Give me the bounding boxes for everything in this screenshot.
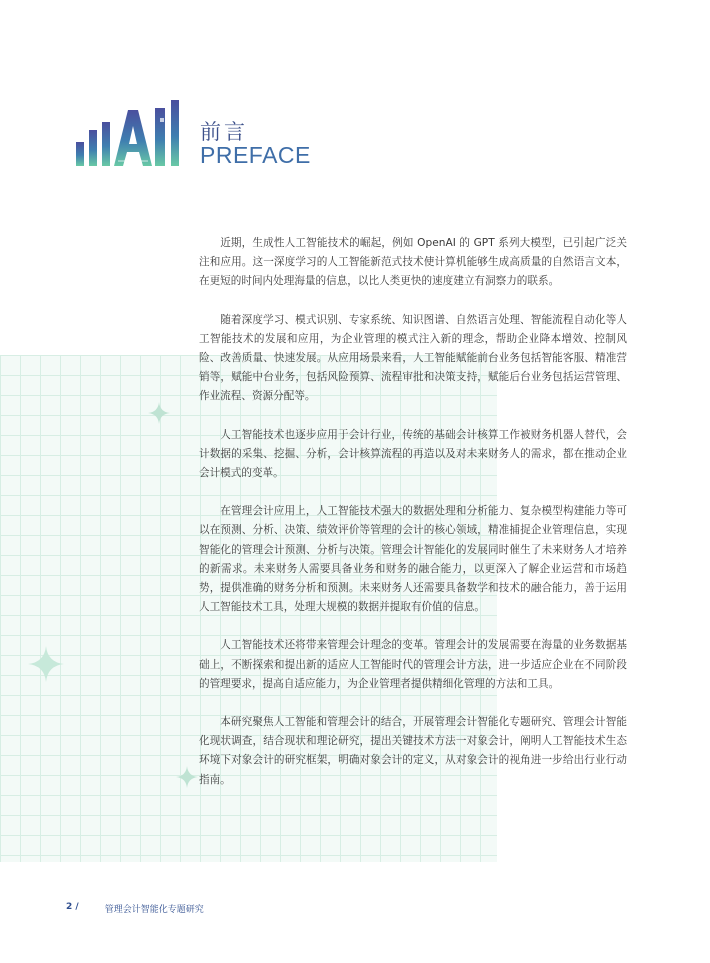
page-number: 2 / <box>66 902 79 912</box>
paragraph-5: 人工智能技术还将带来管理会计理念的变革。管理会计的发展需要在海量的业务数据基础上，不断探索和提出新的适应人工智能时代的管理会计方法，进一步适应企业在不同阶段的管理要求，提高自适应能力，为企业管理者提供精细化管理的方法和工具。 <box>199 639 627 690</box>
preface-body <box>199 234 627 809</box>
page-footer <box>66 902 204 915</box>
paragraph-1: 近期，生成性人工智能技术的崛起，例如 OpenAI 的 GPT 系列大模型，已引起广泛关注和应用。这一深度学习的人工智能新范式技术使计算机能够生成高质量的自然语言文本，在更短的时间内处理海量的信息，以比人类更快的速度建立有洞察力的联系。 <box>199 237 627 288</box>
sparkle-icon <box>28 646 64 682</box>
sparkle-icon <box>148 402 170 424</box>
page-title-chinese: 前言 <box>200 120 248 144</box>
footer-doc-title: 管理会计智能化专题研究 <box>104 905 204 915</box>
paragraph-4: 在管理会计应用上，人工智能技术强大的数据处理和分析能力、复杂模型构建能力等可以在预测、分析、决策、绩效评价等管理的会计的核心领域，精准捕捉企业管理信息，实现智能化的管理会计预测、分析与决策。管理会计智能化的发展同时催生了未来财务人才培养的新需求。未来财务人需要具备业务和财务的融合能力，以更深入了解企业运营和市场趋势，提供准确的财务分析和预测。未来财务人还需要具备数学和技术的融合能力，善于运用人工智能技术工具，处理大规模的数据并提取有价值的信息。 <box>199 505 627 614</box>
page-title-english: PREFACE <box>200 142 311 168</box>
paragraph-3: 人工智能技术也逐步应用于会计行业，传统的基础会计核算工作被财务机器人替代，会计数据的采集、挖掘、分析，会计核算流程的再造以及对未来财务人的需求，都在推动企业会计模式的变革。 <box>199 428 627 480</box>
sparkle-icon <box>176 766 198 788</box>
ai-bars-logo-icon <box>76 100 188 166</box>
paragraph-6: 本研究聚焦人工智能和管理会计的结合，开展管理会计智能化专题研究、管理会计智能化现状调查，结合现状和理论研究，提出关键技术方法一对象会计，阐明人工智能技术生态环境下对象会计的研究框架，明确对象会计的定义，从对象会计的视角进一步给出行业行动指南。 <box>199 716 627 786</box>
paragraph-2: 随着深度学习、模式识别、专家系统、知识图谱、自然语言处理、智能流程自动化等人工智能技术的发展和应用，为企业管理的模式注入新的理念，帮助企业降本增效、控制风险、改善质量、快速发展。从应用场景来看，人工智能赋能前台业务包括智能客服、精准营销等，赋能中台业务，包括风险预算、流程审批和决策支持，赋能后台业务包括运营管理、作业流程、资源分配等。 <box>199 313 627 403</box>
